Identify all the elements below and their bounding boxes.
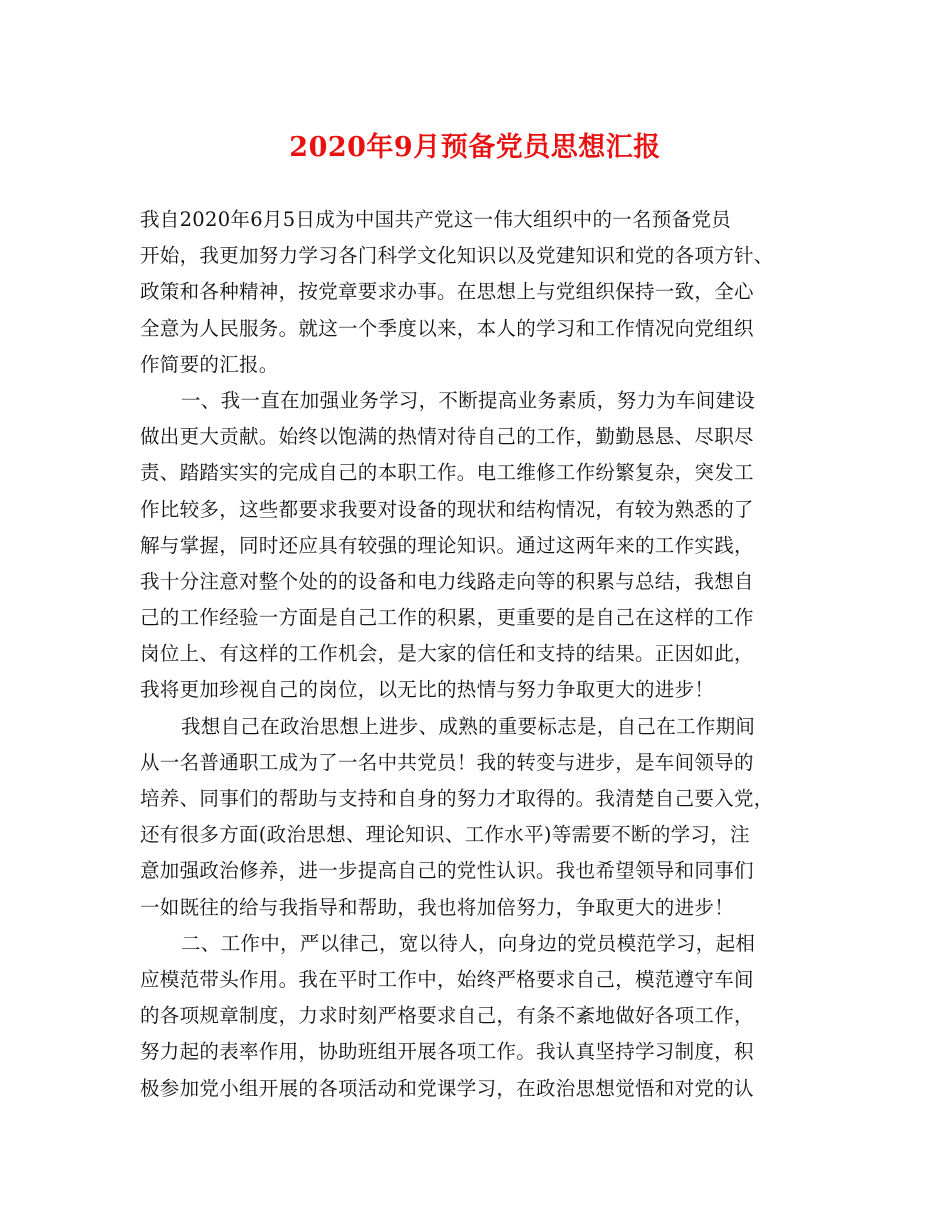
text-line: 培养、同事们的帮助与支持和自身的努力才取得的。我清楚自己要入党， [140, 787, 774, 810]
text-line: 开始，我更加努力学习各门科学文化知识以及党建知识和党的各项方针、 [140, 244, 774, 268]
text-line: 意加强政治修养，进一步提高自己的党性认识。我也希望领导和同事们 [140, 859, 754, 883]
text-line: 做出更大贡献。始终以饱满的热情对待自己的工作，勤勤恳恳、尽职尽 [140, 425, 754, 449]
text-line: 全意为人民服务。就这一个季度以来，本人的学习和工作情况向党组织 [140, 316, 754, 340]
text-line: 的各项规章制度，力求时刻严格要求自己，有条不紊地做好各项工作， [140, 1004, 754, 1028]
text-line: 政策和各种精神，按党章要求办事。在思想上与党组织保持一致，全心 [140, 280, 754, 304]
text-line: 努力起的表率作用，协助班组开展各项工作。我认真坚持学习制度，积 [140, 1040, 754, 1064]
paragraph-first-line: 一、我一直在加强业务学习，不断提高业务素质，努力为车间建设 [181, 388, 756, 412]
text-line: 己的工作经验一方面是自己工作的积累，更重要的是自己在这样的工作 [140, 606, 754, 630]
document-title: 2020年9月预备党员思想汇报 [289, 132, 661, 163]
document-body [140, 202, 830, 1107]
paragraph-first-line: 我想自己在政治思想上进步、成熟的重要标志是，自己在工作期间 [181, 714, 756, 738]
text-line: 解与掌握，同时还应具有较强的理论知识。通过这两年来的工作实践， [140, 533, 754, 557]
text-line: 应模范带头作用。我在平时工作中，始终严格要求自己，模范遵守车间 [140, 967, 754, 991]
text-line: 我十分注意对整个处的的设备和电力线路走向等的积累与总结，我想自 [140, 569, 754, 593]
text-line: 责、踏踏实实的完成自己的本职工作。电工维修工作纷繁复杂，突发工 [140, 461, 754, 485]
text-line: 极参加党小组开展的各项活动和党课学习，在政治思想觉悟和对党的认 [140, 1076, 754, 1100]
text-line: 我自2020年6月5日成为中国共产党这一伟大组织中的一名预备党员 [140, 208, 732, 231]
text-line: 从一名普通职工成为了一名中共党员！我的转变与进步，是车间领导的 [140, 750, 754, 774]
paragraph-first-line: 二、工作中，严以律己，宽以待人，向身边的党员模范学习，起相 [181, 931, 756, 955]
text-line: 岗位上、有这样的工作机会，是大家的信任和支持的结果。正因如此， [140, 642, 754, 666]
text-line: 作比较多，这些都要求我要对设备的现状和结构情况，有较为熟悉的了 [140, 497, 754, 521]
text-line: 还有很多方面(政治思想、理论知识、工作水平)等需要不断的学习，注 [140, 823, 750, 847]
text-line: 作简要的汇报。 [140, 352, 279, 376]
text-line: 一如既往的给与我指导和帮助，我也将加倍努力，争取更大的进步！ [140, 895, 735, 919]
text-line: 我将更加珍视自己的岗位，以无比的热情与努力争取更大的进步！ [140, 678, 715, 702]
